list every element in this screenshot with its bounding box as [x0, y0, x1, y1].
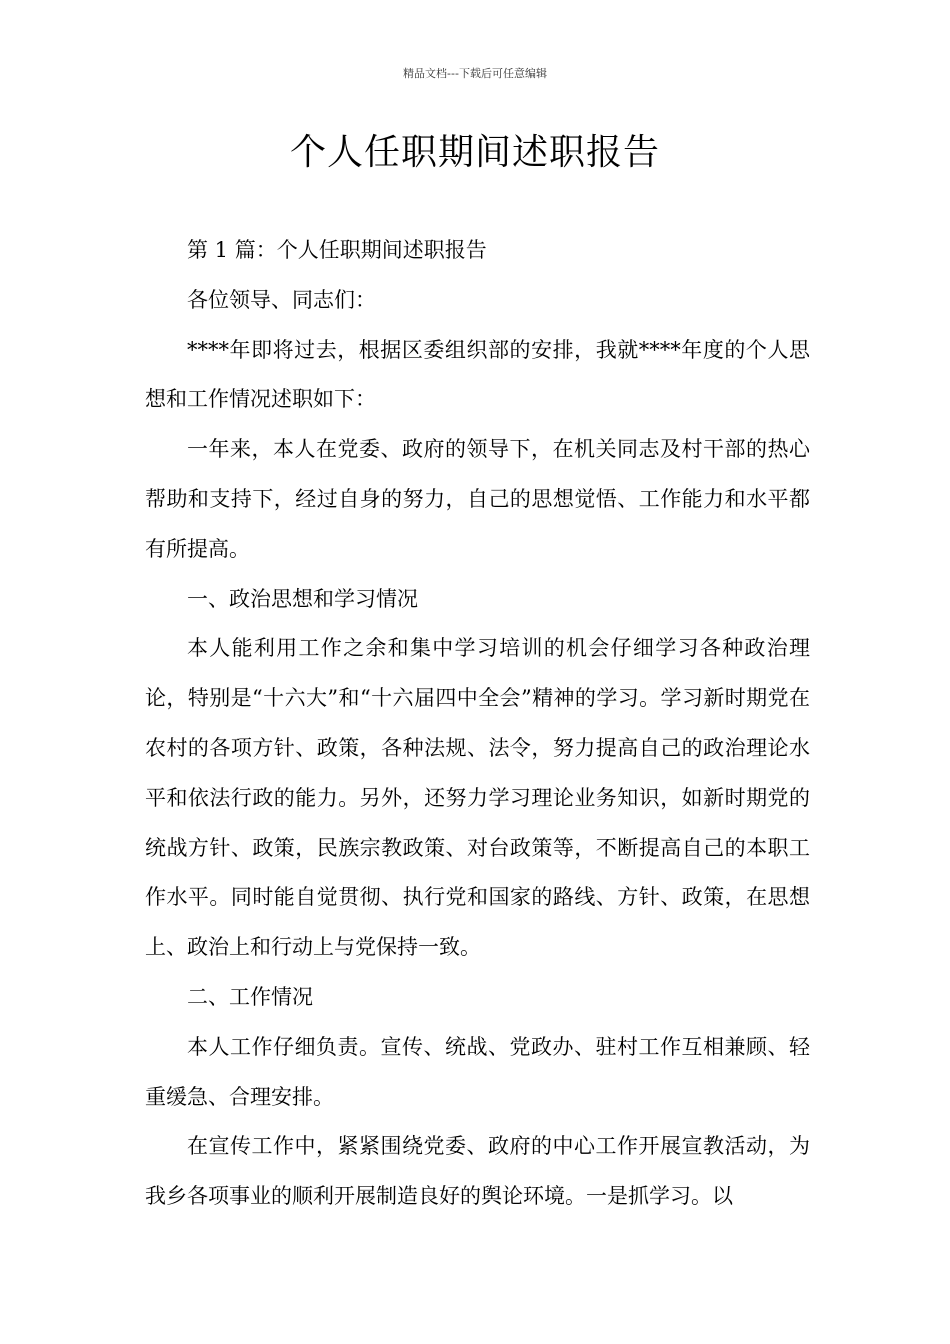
paragraph: 本人工作仔细负责。宣传、统战、党政办、驻村工作互相兼顾、轻重缓急、合理安排。 [145, 1034, 810, 1109]
document-title: 个人任职期间述职报告 [289, 132, 660, 173]
paragraph: 本人能利用工作之余和集中学习培训的机会仔细学习各种政治理论，特别是“十六大”和“十六届四中全会”精神的学习。学习新时期党在农村的各项方针、政策，各种法规、法令，努力提高自己的政治理论水平和依法行政的能力。另外，还努力学习理论业务知识，如新时期党的统战方针、政策，民族宗教政策、对台政策等，不断提高自己的本职工作水平。同时能自觉贯彻、执行党和国家的路线、方针、政策，在思想上、政治上和行动上与党保持一致。 [145, 636, 810, 960]
paragraph-heading-politics: 一、政治思想和学习情况 [187, 586, 418, 611]
header-note: 精品文档---下载后可任意编辑 [403, 67, 547, 80]
paragraph-heading-work: 二、工作情况 [187, 984, 313, 1009]
paragraph-section-heading: 第 1 篇：个人任职期间述职报告 [187, 238, 487, 262]
paragraph-salutation: 各位领导、同志们： [187, 287, 376, 312]
paragraph: 在宣传工作中，紧紧围绕党委、政府的中心工作开展宣教活动，为我乡各项事业的顺利开展制造良好的舆论环境。一是抓学习。以 [145, 1134, 810, 1209]
paragraph: ****年即将过去，根据区委组织部的安排，我就****年度的个人思想和工作情况述职如下： [145, 337, 810, 412]
paragraph: 一年来，本人在党委、政府的领导下，在机关同志及村干部的热心帮助和支持下，经过自身的努力，自己的思想觉悟、工作能力和水平都有所提高。 [145, 437, 810, 561]
document-body [145, 226, 810, 1222]
